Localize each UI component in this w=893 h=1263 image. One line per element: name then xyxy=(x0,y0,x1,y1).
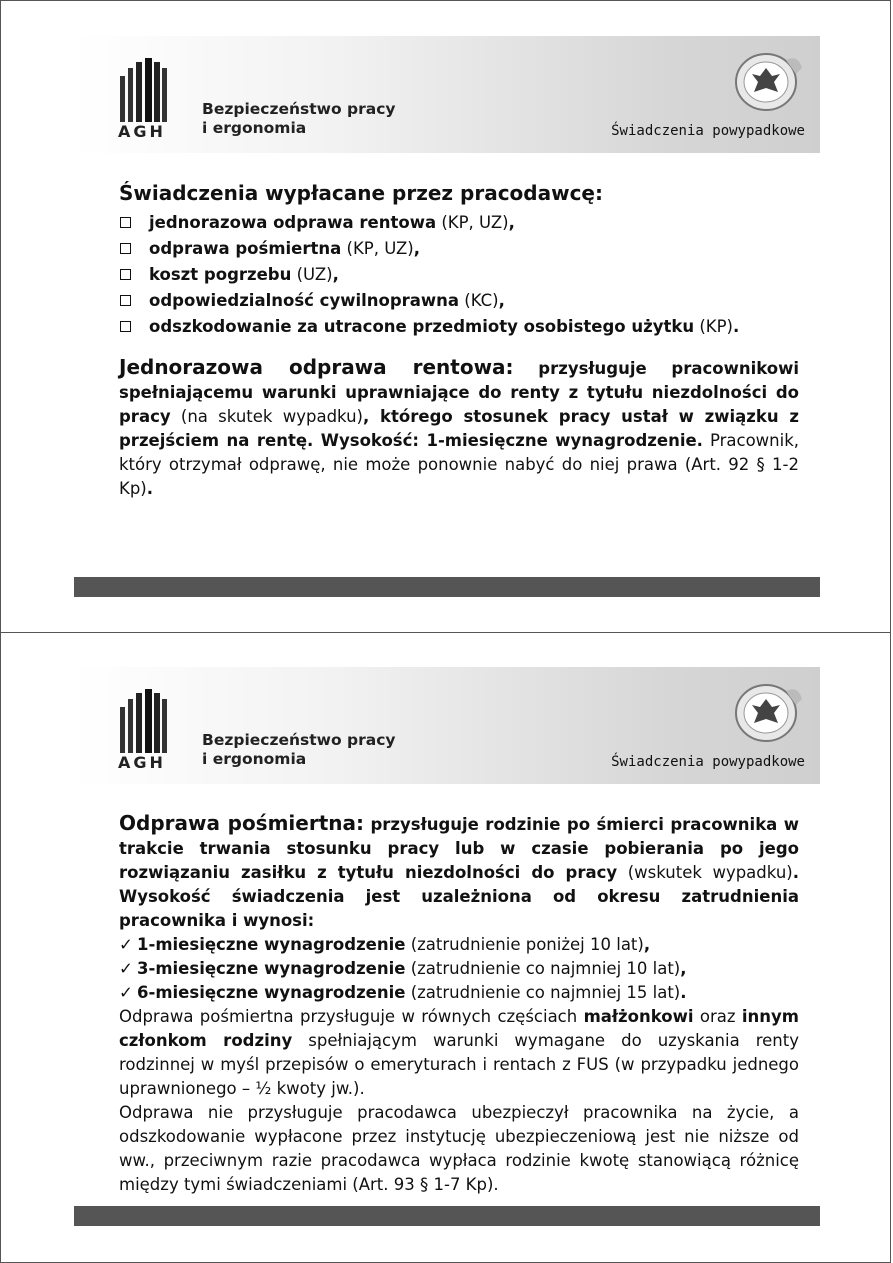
checkbox-square-icon xyxy=(120,295,131,306)
checkbox-square-icon xyxy=(120,269,131,280)
agh-logo-text: AGH xyxy=(118,122,166,141)
slide-footer-bar xyxy=(74,577,820,597)
checkmark-icon: ✓ xyxy=(119,983,133,1002)
list-item: odpowiedzialność cywilnoprawna (KC), xyxy=(119,289,799,313)
list-item: ✓ 1-miesięczne wynagrodzenie (zatrudnienie poniżej 10 lat), xyxy=(119,933,799,957)
university-seal-icon xyxy=(732,679,804,743)
list-item: koszt pogrzebu (UZ), xyxy=(119,263,799,287)
page-2 xyxy=(0,632,891,1263)
list-item: odprawa pośmiertna (KP, UZ), xyxy=(119,237,799,261)
checkmark-icon: ✓ xyxy=(119,935,133,954)
slide-topic: Świadczenia powypadkowe xyxy=(611,123,805,139)
list-item: jednorazowa odprawa rentowa (KP, UZ), xyxy=(119,211,799,235)
slide-heading: Świadczenia wypłacane przez pracodawcę: xyxy=(119,181,603,205)
benefits-list xyxy=(119,211,799,339)
slide-content xyxy=(119,811,799,1197)
course-title xyxy=(202,731,396,769)
course-title-line1: Bezpieczeństwo pracy xyxy=(202,731,396,749)
agh-logo-text: AGH xyxy=(118,753,166,772)
death-benefit-paragraph: Odprawa pośmiertna: przysługuje rodzinie po śmierci pracownika w trakcie trwania stosunku pracy lub w czasie pobierania po jego rozwiązaniu zasiłku z tytułu niezdolności do pracy (wskutek wypadku). Wysokość świadczenia jest uzależniona od okresu zatrudnienia pracownika i wynosi: xyxy=(119,811,800,930)
checkbox-square-icon xyxy=(120,321,131,332)
course-title xyxy=(202,100,396,138)
equal-shares-paragraph: Odprawa pośmiertna przysługuje w równych częściach małżonkowi oraz innym członkom rodziny spełniającym warunki wymagane do uzyskania renty rodzinnej w myśl przepisów o emeryturach i rentach z FUS (w przypadku jednego uprawnionego – ½ kwoty jw.). xyxy=(119,1007,800,1098)
university-seal-icon xyxy=(732,48,804,112)
checkbox-square-icon xyxy=(120,217,131,228)
lump-sum-pension-paragraph: Jednorazowa odprawa rentowa: przysługuje pracownikowi spełniającemu warunki uprawniające do renty z tytułu niezdolności do pracy (na skutek wypadku), którego stosunek pracy ustał w związku z przejściem na rentę. Wysokość: 1-miesięczne wynagrodzenie. Pracownik, który otrzymał odprawę, nie może ponownie nabyć do niej prawa (Art. 92 § 1-2 Kp). xyxy=(119,355,800,498)
course-title-line2: i ergonomia xyxy=(202,750,307,768)
slide-footer-bar xyxy=(74,1206,820,1226)
benefit-amount-list xyxy=(119,933,799,1005)
slide-content xyxy=(119,179,799,501)
slide-header xyxy=(74,667,820,784)
course-title-line1: Bezpieczeństwo pracy xyxy=(202,100,396,118)
list-item: ✓ 6-miesięczne wynagrodzenie (zatrudnienie co najmniej 15 lat). xyxy=(119,981,799,1005)
slide-topic: Świadczenia powypadkowe xyxy=(611,754,805,770)
slide-header xyxy=(74,36,820,153)
course-title-line2: i ergonomia xyxy=(202,119,307,137)
checkmark-icon: ✓ xyxy=(119,959,133,978)
checkbox-square-icon xyxy=(120,243,131,254)
list-item: odszkodowanie za utracone przedmioty osobistego użytku (KP). xyxy=(119,315,799,339)
list-item: ✓ 3-miesięczne wynagrodzenie (zatrudnienie co najmniej 10 lat), xyxy=(119,957,799,981)
insurance-paragraph: Odprawa nie przysługuje pracodawca ubezpieczył pracownika na życie, a odszkodowanie wypłacone przez instytucję ubezpieczeniową jest nie niższe od ww., przeciwnym razie pracodawca wypłaca rodzinie kwotę stanowiącą różnicę między tymi świadczeniami (Art. 93 § 1-7 Kp). xyxy=(119,1103,799,1194)
